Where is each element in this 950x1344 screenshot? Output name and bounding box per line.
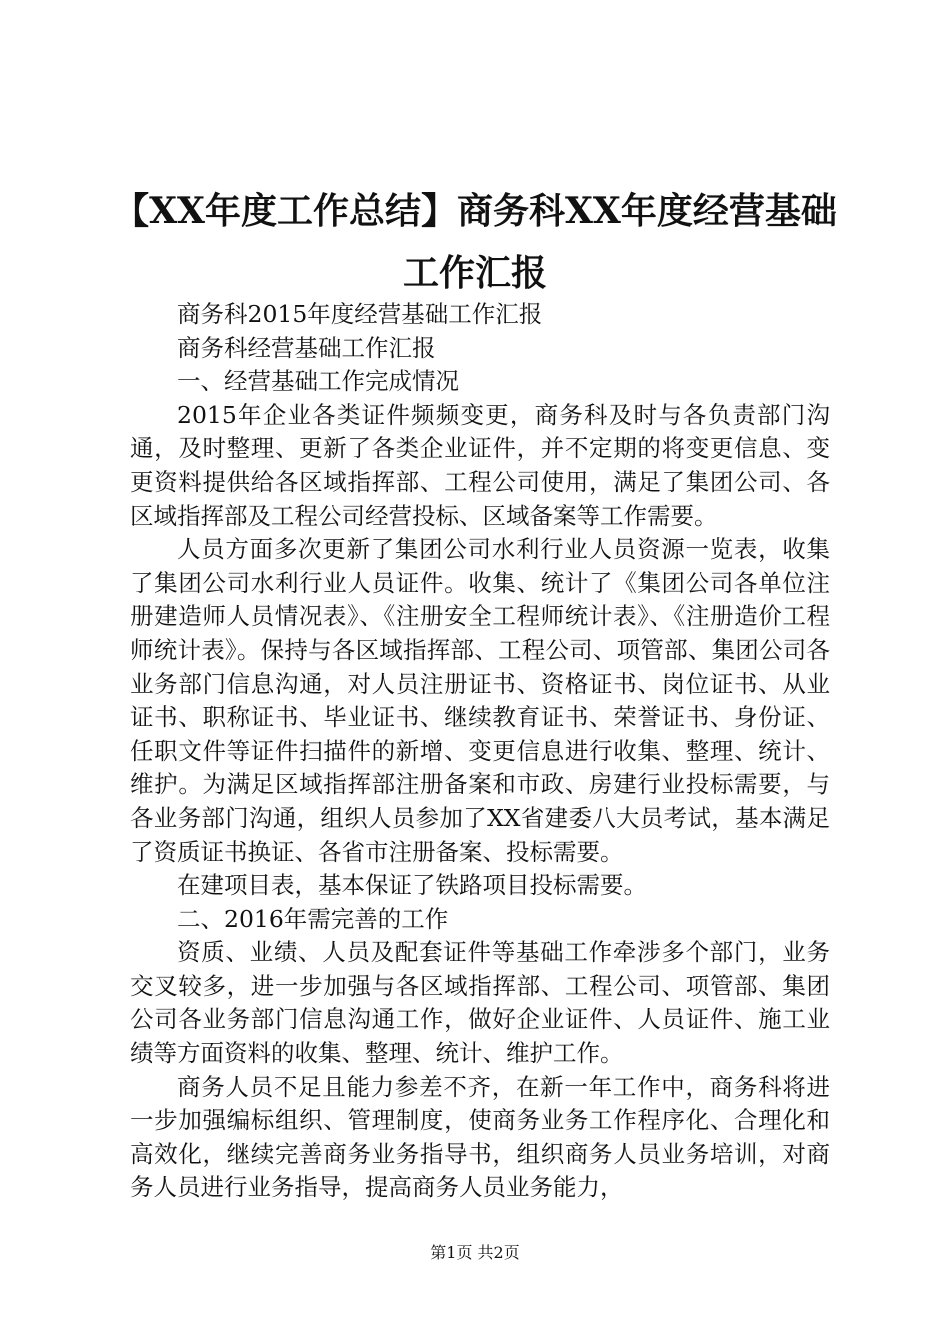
title-line-2: 工作汇报: [402, 252, 547, 294]
document-title: [110, 180, 840, 304]
document-body: [130, 298, 830, 1205]
paragraph: 资质、业绩、人员及配套证件等基础工作牵涉多个部门，业务交叉较多，进一步加强与各区域指挥部、工程公司、项管部、集团公司各业务部门信息沟通工作，做好企业证件、人员证件、施工业绩等方面资料的收集、整理、统计、维护工作。: [130, 938, 830, 1068]
paragraph-subtitle: 商务科2015年度经营基础工作汇报: [177, 300, 543, 328]
paragraph: 在建项目表，基本保证了铁路项目投标需要。: [177, 871, 647, 900]
paragraph-subtitle-2: 商务科经营基础工作汇报: [177, 333, 436, 362]
paragraph: 2015年企业各类证件频频变更，商务科及时与各负责部门沟通，及时整理、更新了各类企业证件，并不定期的将变更信息、变更资料提供给各区域指挥部、工程公司使用，满足了集团公司、各区域指挥部及工程公司经营投标、区域备案等工作需要。: [130, 400, 830, 530]
title-line-1: 【XX年度工作总结】商务科XX年度经营基础: [113, 190, 837, 232]
page-footer: 第1页 共2页: [430, 1243, 520, 1262]
section-heading-2: 二、2016年需完善的工作: [177, 904, 449, 933]
paragraph: 商务人员不足且能力参差不齐，在新一年工作中，商务科将进一步加强编标组织、管理制度，使商务业务工作程序化、合理化和高效化，继续完善商务业务指导书，组织商务人员业务培训，对商务人员进行业务指导，提高商务人员业务能力，: [130, 1072, 830, 1202]
section-heading-1: 一、经营基础工作完成情况: [177, 367, 459, 396]
paragraph: 人员方面多次更新了集团公司水利行业人员资源一览表，收集了集团公司水利行业人员证件。收集、统计了《集团公司各单位注册建造师人员情况表》、《注册安全工程师统计表》、《注册造价工程师统计表》。保持与各区域指挥部、工程公司、项管部、集团公司各业务部门信息沟通，对人员注册证书、资格证书、岗位证书、从业证书、职称证书、毕业证书、继续教育证书、荣誉证书、身份证、任职文件等证件扫描件的新增、变更信息进行收集、整理、统计、维护。为满足区域指挥部注册备案和市政、房建行业投标需要，与各业务部门沟通，组织人员参加了XX省建委八大员考试，基本满足了资质证书换证、各省市注册备案、投标需要。: [130, 535, 830, 866]
